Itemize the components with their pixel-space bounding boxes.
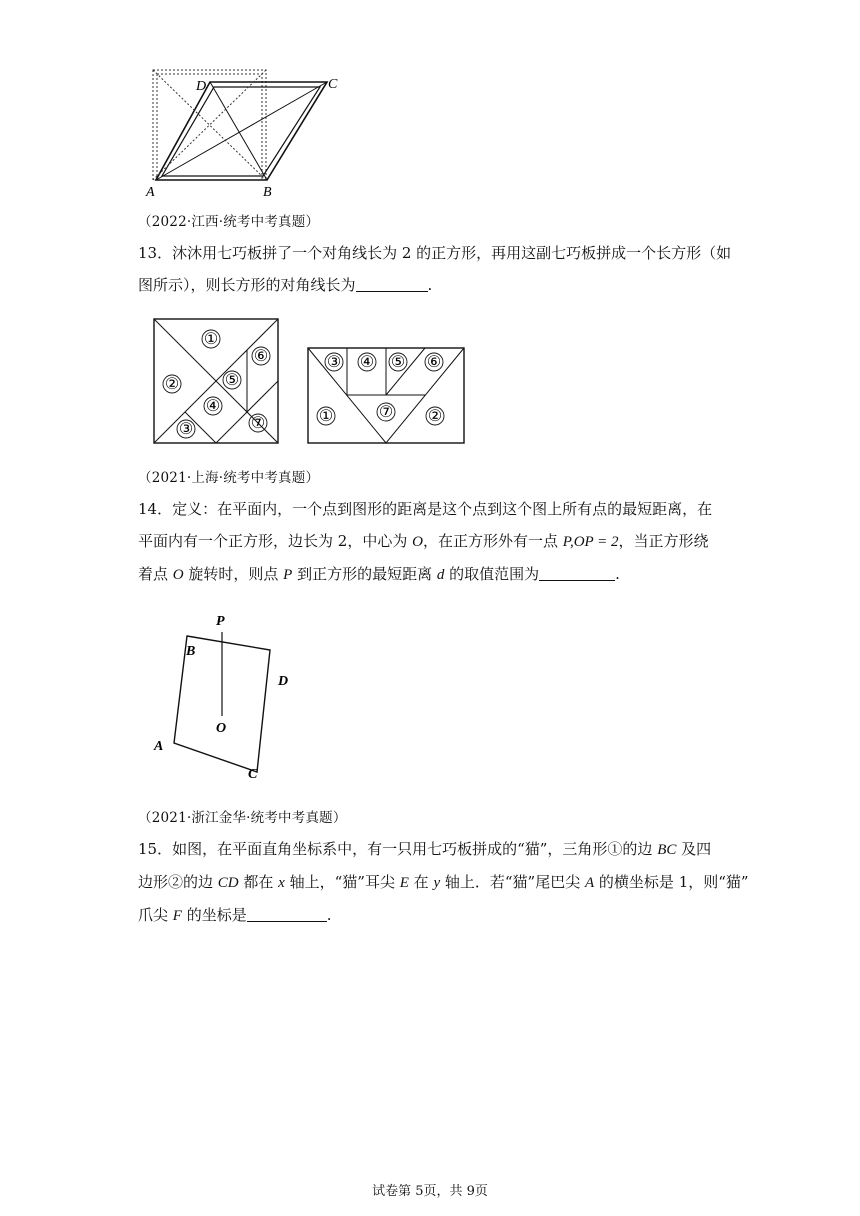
answer-blank-13[interactable] bbox=[356, 275, 428, 292]
rect-piece-3-label: ③ bbox=[326, 354, 342, 371]
parallelogram-figure bbox=[140, 62, 360, 202]
answer-blank-15[interactable] bbox=[247, 905, 327, 922]
question-15-source: （2021·浙江金华·统考中考真题） bbox=[138, 810, 347, 826]
fig14-label-P: P bbox=[216, 614, 225, 629]
question-14-text: 14．定义：在平面内，一个点到图形的距离是这个点到这个图上所有点的最短距离，在 平面内有一个正方形，边长为 2，中心为 O，在正方形外有一点 P,OP = 2，当正方形绕 着点 O 旋转时，则点 P 到正方形的最短距离 d 的取值范围为 . bbox=[138, 500, 713, 583]
rotated-square-figure bbox=[150, 608, 310, 788]
rect-piece-7-label: ⑦ bbox=[378, 404, 394, 421]
fig14-label-C: C bbox=[248, 767, 258, 782]
tangram-figures bbox=[150, 316, 480, 446]
piece-6-label: ⑥ bbox=[253, 348, 269, 365]
question-13-source: （2022·江西·统考中考真题） bbox=[138, 214, 320, 230]
question-13-text: 13．沐沐用七巧板拼了一个对角线长为 2 的正方形，再用这副七巧板拼成一个长方形（如 图所示），则长方形的对角线长为 . bbox=[138, 244, 732, 294]
fig14-label-A: A bbox=[154, 739, 164, 754]
piece-3-label: ③ bbox=[178, 421, 194, 438]
rect-piece-4-label: ④ bbox=[359, 354, 375, 371]
label-C: C bbox=[328, 77, 338, 92]
rect-piece-1-label: ① bbox=[318, 408, 334, 425]
fig14-label-B: B bbox=[186, 644, 196, 659]
question-15-number: 15． bbox=[138, 840, 173, 858]
piece-5-label: ⑤ bbox=[224, 372, 240, 389]
piece-7-label: ⑦ bbox=[250, 415, 266, 432]
question-13-number: 13． bbox=[138, 244, 173, 262]
piece-4-label: ④ bbox=[205, 398, 221, 415]
rect-piece-6-label: ⑥ bbox=[426, 354, 442, 371]
page-footer: 试卷第 5页，共 9页 bbox=[372, 1184, 488, 1199]
label-D: D bbox=[196, 79, 207, 94]
question-15-text: 15．如图，在平面直角坐标系中，有一只用七巧板拼成的“猫”，三角形①的边 BC 及四 边形②的边 CD 都在 x 轴上，“猫”耳尖 E 在 y 轴上．若“猫”尾巴尖 A 的横坐标是 1，则“猫” 爪尖 F 的坐标是 . bbox=[138, 840, 749, 924]
rect-piece-5-label: ⑤ bbox=[390, 354, 406, 371]
piece-1-label: ① bbox=[203, 331, 219, 348]
question-14-number: 14． bbox=[138, 500, 173, 518]
question-13-line2: 图所示），则长方形的对角线长为 bbox=[138, 276, 356, 294]
question-13-line1: 沐沐用七巧板拼了一个对角线长为 2 的正方形，再用这副七巧板拼成一个长方形（如 bbox=[172, 244, 732, 262]
answer-blank-14[interactable] bbox=[539, 564, 615, 581]
piece-2-label: ② bbox=[164, 376, 180, 393]
label-A: A bbox=[146, 185, 155, 200]
fig14-label-O: O bbox=[216, 721, 227, 736]
question-14-source: （2021·上海·统考中考真题） bbox=[138, 470, 320, 486]
fig14-label-D: D bbox=[278, 674, 289, 689]
rect-piece-2-label: ② bbox=[427, 408, 443, 425]
label-B: B bbox=[263, 185, 272, 200]
